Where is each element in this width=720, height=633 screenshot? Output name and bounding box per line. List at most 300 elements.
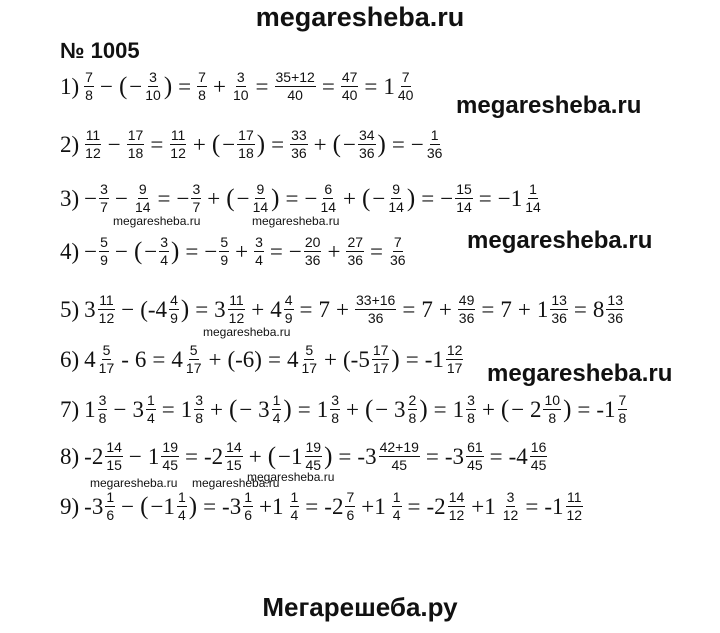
denominator: 4 bbox=[290, 507, 299, 523]
operator: = bbox=[425, 444, 439, 469]
fraction bbox=[466, 393, 476, 426]
parenthesis: ) bbox=[271, 185, 280, 212]
term: − bbox=[304, 186, 318, 211]
operator: − bbox=[114, 186, 128, 211]
denominator: 15 bbox=[106, 457, 122, 473]
parenthesis: ( bbox=[332, 131, 341, 158]
operator: + bbox=[438, 297, 452, 322]
numerator: 4 bbox=[170, 292, 178, 308]
operator: = bbox=[195, 297, 209, 322]
operator: = bbox=[255, 74, 269, 99]
numerator: 3 bbox=[100, 181, 108, 197]
numerator: 11 bbox=[85, 127, 101, 143]
denominator: 4 bbox=[392, 507, 401, 523]
denominator: 10 bbox=[145, 87, 161, 103]
operator: + bbox=[481, 397, 495, 422]
numerator: 1 bbox=[106, 489, 115, 505]
operator: − bbox=[107, 132, 121, 157]
fraction bbox=[408, 393, 418, 426]
operator: + bbox=[517, 297, 531, 322]
numerator: 1 bbox=[272, 392, 281, 408]
numerator: 5 bbox=[220, 234, 229, 250]
operator: = bbox=[271, 132, 285, 157]
parenthesis: ) bbox=[391, 346, 400, 373]
numerator: 1 bbox=[290, 489, 299, 505]
denominator: 17 bbox=[185, 360, 202, 376]
parenthesis: ) bbox=[171, 238, 180, 265]
denominator: 8 bbox=[408, 410, 417, 426]
numerator: 16 bbox=[530, 439, 547, 455]
solution-line bbox=[60, 70, 415, 103]
numerator: 14 bbox=[448, 489, 465, 505]
term: -3 bbox=[84, 494, 104, 519]
term: − bbox=[372, 186, 386, 211]
operator: + bbox=[207, 186, 221, 211]
operator: = bbox=[152, 347, 166, 372]
operator: = bbox=[285, 186, 299, 211]
numerator: 4 bbox=[284, 292, 293, 308]
term: 4 bbox=[270, 297, 282, 322]
item-number: 5) bbox=[60, 297, 80, 322]
operator: + bbox=[327, 239, 341, 264]
term: -2 bbox=[84, 444, 104, 469]
denominator: 40 bbox=[397, 87, 414, 103]
term: -1 bbox=[424, 347, 444, 372]
numerator: 7 bbox=[393, 234, 402, 250]
denominator: 14 bbox=[525, 199, 541, 215]
fraction bbox=[355, 293, 396, 326]
numerator: 5 bbox=[100, 234, 108, 250]
term: 7 bbox=[500, 297, 512, 322]
fraction bbox=[387, 182, 405, 215]
operator: + bbox=[192, 132, 206, 157]
numerator: 11 bbox=[229, 292, 244, 308]
numerator: 6 bbox=[324, 181, 333, 197]
fraction bbox=[290, 128, 308, 161]
operator: = bbox=[185, 239, 199, 264]
numerator: 3 bbox=[255, 234, 263, 250]
operator: + bbox=[345, 397, 359, 422]
operator: + bbox=[208, 347, 222, 372]
operator: = bbox=[267, 347, 281, 372]
operator: = bbox=[321, 74, 335, 99]
operator: = bbox=[407, 494, 421, 519]
parenthesis: ( bbox=[133, 238, 143, 265]
watermark: megaresheba.ru bbox=[203, 325, 291, 339]
denominator: 8 bbox=[331, 410, 339, 426]
denominator: 40 bbox=[287, 87, 303, 103]
operator: +1 bbox=[471, 494, 496, 519]
fraction bbox=[502, 490, 520, 523]
denominator: 9 bbox=[284, 310, 293, 326]
numerator: 13 bbox=[607, 292, 623, 308]
fraction bbox=[550, 293, 568, 326]
fraction bbox=[197, 70, 207, 103]
denominator: 45 bbox=[530, 457, 547, 473]
operator: = bbox=[433, 397, 447, 422]
numerator: 7 bbox=[346, 489, 355, 505]
operator: + bbox=[324, 347, 337, 372]
numerator: 2 bbox=[408, 392, 417, 408]
operator: = bbox=[577, 397, 591, 422]
numerator: 13 bbox=[551, 292, 567, 308]
denominator: 15 bbox=[226, 457, 242, 473]
parenthesis: ) bbox=[419, 396, 428, 423]
operator: = bbox=[481, 297, 495, 322]
numerator: 1 bbox=[392, 489, 401, 505]
term: -2 bbox=[203, 444, 224, 469]
numerator: 9 bbox=[138, 181, 147, 197]
operator: = bbox=[299, 297, 313, 322]
numerator: 27 bbox=[347, 234, 364, 250]
denominator: 17 bbox=[446, 360, 463, 376]
term: (-6) bbox=[227, 347, 262, 372]
watermark: megaresheba.ru bbox=[113, 214, 201, 228]
fraction bbox=[237, 128, 255, 161]
denominator: 7 bbox=[192, 199, 201, 215]
fraction bbox=[426, 128, 444, 161]
denominator: 12 bbox=[228, 310, 245, 326]
numerator: 7 bbox=[618, 392, 627, 408]
denominator: 12 bbox=[85, 145, 101, 161]
fraction bbox=[194, 393, 204, 426]
parenthesis: ( bbox=[226, 185, 235, 212]
fraction bbox=[300, 343, 318, 376]
denominator: 18 bbox=[127, 145, 144, 161]
fraction bbox=[524, 182, 542, 215]
denominator: 8 bbox=[195, 410, 204, 426]
term: −1 bbox=[497, 186, 523, 211]
term: − bbox=[410, 132, 424, 157]
term: − bbox=[342, 132, 356, 157]
fraction bbox=[466, 440, 484, 473]
term: − 2 bbox=[511, 397, 542, 422]
denominator: 9 bbox=[100, 252, 108, 268]
fraction bbox=[99, 182, 109, 215]
solution-line bbox=[60, 182, 543, 215]
term: 6 bbox=[134, 347, 147, 372]
parenthesis: ) bbox=[163, 73, 173, 100]
fraction bbox=[219, 235, 229, 268]
denominator: 14 bbox=[456, 199, 472, 215]
term: -3 bbox=[222, 494, 242, 519]
term: 3 bbox=[132, 397, 144, 422]
item-number: 1) bbox=[60, 74, 80, 99]
term: (-4 bbox=[140, 297, 168, 322]
fraction bbox=[446, 343, 464, 376]
fraction bbox=[389, 235, 407, 268]
parenthesis: ) bbox=[406, 185, 416, 212]
denominator: 45 bbox=[467, 457, 483, 473]
term: 1 bbox=[536, 297, 549, 322]
operator: = bbox=[421, 186, 435, 211]
operator: = bbox=[203, 494, 217, 519]
numerator: 17 bbox=[127, 127, 144, 143]
denominator: 40 bbox=[341, 87, 358, 103]
fraction bbox=[159, 235, 169, 268]
watermark: megaresheba.ru bbox=[90, 476, 178, 490]
term: (-5 bbox=[343, 347, 370, 372]
numerator: 7 bbox=[198, 69, 206, 85]
operator: = bbox=[489, 444, 503, 469]
numerator: 11 bbox=[170, 127, 186, 143]
solution-line bbox=[60, 293, 625, 326]
fraction bbox=[392, 490, 402, 523]
fraction bbox=[98, 393, 108, 426]
fraction bbox=[134, 182, 152, 215]
fraction bbox=[618, 393, 628, 426]
fraction bbox=[105, 490, 115, 523]
fraction bbox=[358, 128, 376, 161]
denominator: 8 bbox=[198, 87, 206, 103]
denominator: 8 bbox=[618, 410, 627, 426]
item-number: 3) bbox=[60, 186, 80, 211]
term: − bbox=[176, 186, 190, 211]
denominator: 14 bbox=[252, 199, 269, 215]
numerator: 19 bbox=[305, 439, 322, 455]
denominator: 4 bbox=[272, 410, 281, 426]
operator: − bbox=[99, 74, 113, 99]
numerator: 1 bbox=[430, 127, 439, 143]
denominator: 8 bbox=[548, 410, 557, 426]
parenthesis: ( bbox=[267, 443, 277, 470]
operator: − bbox=[114, 239, 128, 264]
fraction bbox=[448, 490, 466, 523]
denominator: 36 bbox=[291, 145, 307, 161]
denominator: 14 bbox=[388, 199, 404, 215]
denominator: 36 bbox=[358, 145, 375, 161]
term: 4 bbox=[286, 347, 299, 372]
operator: = bbox=[297, 397, 311, 422]
numerator: 1 bbox=[529, 181, 537, 197]
fraction bbox=[144, 70, 162, 103]
denominator: 4 bbox=[177, 507, 186, 523]
numerator: 5 bbox=[102, 342, 111, 358]
numerator: 3 bbox=[236, 69, 245, 85]
item-number: 9) bbox=[60, 494, 80, 519]
denominator: 17 bbox=[301, 360, 318, 376]
term: -4 bbox=[508, 444, 528, 469]
numerator: 11 bbox=[567, 489, 582, 505]
watermark[interactable]: megaresheba.ru bbox=[467, 227, 653, 254]
parenthesis: ) bbox=[283, 396, 292, 423]
item-number: 8) bbox=[60, 444, 80, 469]
numerator: 9 bbox=[256, 181, 265, 197]
solution-line bbox=[60, 128, 444, 161]
solution-line bbox=[60, 343, 464, 376]
parenthesis: ( bbox=[118, 73, 128, 100]
denominator: 10 bbox=[232, 87, 249, 103]
term: − bbox=[204, 239, 218, 264]
solution-line bbox=[60, 235, 408, 268]
numerator: 19 bbox=[162, 439, 178, 455]
term: − bbox=[222, 132, 236, 157]
fraction bbox=[225, 440, 243, 473]
fraction bbox=[84, 70, 94, 103]
denominator: 36 bbox=[367, 310, 384, 326]
fraction bbox=[232, 70, 250, 103]
term: − bbox=[144, 239, 158, 264]
term: 8 bbox=[592, 297, 605, 322]
denominator: 4 bbox=[255, 252, 263, 268]
numerator: 3 bbox=[467, 392, 475, 408]
operator: = bbox=[157, 186, 171, 211]
operator: = bbox=[525, 494, 539, 519]
operator: +1 bbox=[259, 494, 284, 519]
term: −1 bbox=[150, 494, 175, 519]
denominator: 12 bbox=[448, 507, 465, 523]
operator: − bbox=[121, 494, 135, 519]
fraction bbox=[169, 293, 179, 326]
numerator: 7 bbox=[401, 69, 410, 85]
site-footer[interactable]: Мегарешеба.ру bbox=[262, 592, 458, 622]
fraction bbox=[372, 343, 390, 376]
fraction bbox=[397, 70, 415, 103]
numerator: 34 bbox=[358, 127, 375, 143]
denominator: 6 bbox=[346, 507, 355, 523]
denominator: 45 bbox=[391, 457, 408, 473]
numerator: 14 bbox=[106, 439, 122, 455]
numerator: 5 bbox=[189, 342, 198, 358]
parenthesis: ) bbox=[256, 131, 266, 158]
item-number: 7) bbox=[60, 397, 80, 422]
fraction bbox=[98, 343, 116, 376]
numerator: 10 bbox=[544, 392, 561, 408]
operator: − bbox=[128, 444, 142, 469]
fraction bbox=[345, 490, 355, 523]
operator: = bbox=[364, 74, 378, 99]
term: − bbox=[288, 239, 302, 264]
numerator: 12 bbox=[446, 342, 463, 358]
parenthesis: ( bbox=[364, 396, 374, 423]
fraction bbox=[330, 393, 340, 426]
numerator: 3 bbox=[160, 234, 169, 250]
fraction bbox=[84, 128, 102, 161]
term: -1 bbox=[544, 494, 564, 519]
numerator: 49 bbox=[458, 292, 475, 308]
numerator: 61 bbox=[467, 439, 483, 455]
term: 7 bbox=[421, 297, 433, 322]
item-number: 2) bbox=[60, 132, 80, 157]
operator: = bbox=[405, 347, 419, 372]
operator: + bbox=[251, 297, 265, 322]
parenthesis: ) bbox=[563, 396, 572, 423]
numerator: 14 bbox=[226, 439, 242, 455]
term: -1 bbox=[596, 397, 616, 422]
term: − bbox=[129, 74, 143, 99]
parenthesis: ) bbox=[324, 443, 333, 470]
numerator: 3 bbox=[506, 489, 515, 505]
denominator: 36 bbox=[607, 310, 623, 326]
parenthesis: ) bbox=[180, 296, 190, 323]
operator: + bbox=[210, 397, 224, 422]
term: 1 bbox=[180, 397, 193, 422]
operator: = bbox=[161, 397, 175, 422]
fraction bbox=[455, 182, 473, 215]
numerator: 3 bbox=[98, 392, 107, 408]
operator: - bbox=[121, 347, 129, 372]
numerator: 1 bbox=[146, 392, 155, 408]
item-number: 6) bbox=[60, 347, 80, 372]
item-number: 4) bbox=[60, 239, 80, 264]
term: −1 bbox=[278, 444, 303, 469]
fraction bbox=[191, 182, 201, 215]
numerator: 33 bbox=[291, 127, 307, 143]
denominator: 36 bbox=[458, 310, 475, 326]
operator: = bbox=[178, 74, 192, 99]
operator: +1 bbox=[361, 494, 386, 519]
term: 1 bbox=[316, 397, 329, 422]
fraction bbox=[346, 235, 364, 268]
numerator: 9 bbox=[392, 181, 401, 197]
term: 1 bbox=[383, 74, 395, 99]
operator: = bbox=[338, 444, 352, 469]
numerator: 3 bbox=[195, 392, 204, 408]
denominator: 45 bbox=[305, 457, 322, 473]
denominator: 6 bbox=[244, 507, 253, 523]
term: 4 bbox=[171, 347, 183, 372]
site-header[interactable]: megaresheba.ru bbox=[255, 2, 465, 32]
term: − bbox=[236, 186, 250, 211]
term: − 3 bbox=[239, 397, 270, 422]
fraction bbox=[177, 490, 187, 523]
fraction bbox=[146, 393, 156, 426]
operator: + bbox=[313, 132, 327, 157]
numerator: 35+12 bbox=[275, 69, 315, 85]
fraction bbox=[161, 440, 179, 473]
fraction bbox=[98, 293, 116, 326]
term: − 3 bbox=[375, 397, 406, 422]
watermark: megaresheba.ru bbox=[252, 214, 340, 228]
fraction bbox=[105, 440, 123, 473]
operator: = bbox=[370, 239, 384, 264]
fraction bbox=[254, 235, 264, 268]
numerator: 5 bbox=[305, 342, 314, 358]
watermark[interactable]: megaresheba.ru bbox=[487, 360, 673, 387]
denominator: 7 bbox=[100, 199, 108, 215]
fraction bbox=[543, 393, 561, 426]
operator: + bbox=[336, 297, 349, 322]
fraction bbox=[290, 490, 300, 523]
solution-line bbox=[60, 393, 628, 426]
operator: = bbox=[269, 239, 283, 264]
parenthesis: ( bbox=[500, 396, 510, 423]
fraction bbox=[275, 70, 316, 103]
numerator: 17 bbox=[238, 127, 254, 143]
operator: − bbox=[113, 397, 127, 422]
fraction bbox=[272, 393, 282, 426]
numerator: 11 bbox=[99, 292, 114, 308]
denominator: 12 bbox=[98, 310, 115, 326]
denominator: 9 bbox=[220, 252, 229, 268]
term: 1 bbox=[84, 397, 96, 422]
parenthesis: ( bbox=[211, 131, 221, 158]
operator: + bbox=[212, 74, 226, 99]
denominator: 12 bbox=[502, 507, 519, 523]
term: − bbox=[440, 186, 454, 211]
operator: = bbox=[478, 186, 492, 211]
problem-number: № 1005 bbox=[60, 38, 140, 63]
numerator: 42+19 bbox=[379, 439, 419, 455]
denominator: 36 bbox=[426, 145, 443, 161]
watermark[interactable]: megaresheba.ru bbox=[456, 92, 642, 119]
operator: + bbox=[248, 444, 262, 469]
fraction bbox=[252, 182, 270, 215]
denominator: 12 bbox=[566, 507, 583, 523]
term: 3 bbox=[84, 297, 96, 322]
fraction bbox=[99, 235, 109, 268]
fraction bbox=[530, 440, 548, 473]
